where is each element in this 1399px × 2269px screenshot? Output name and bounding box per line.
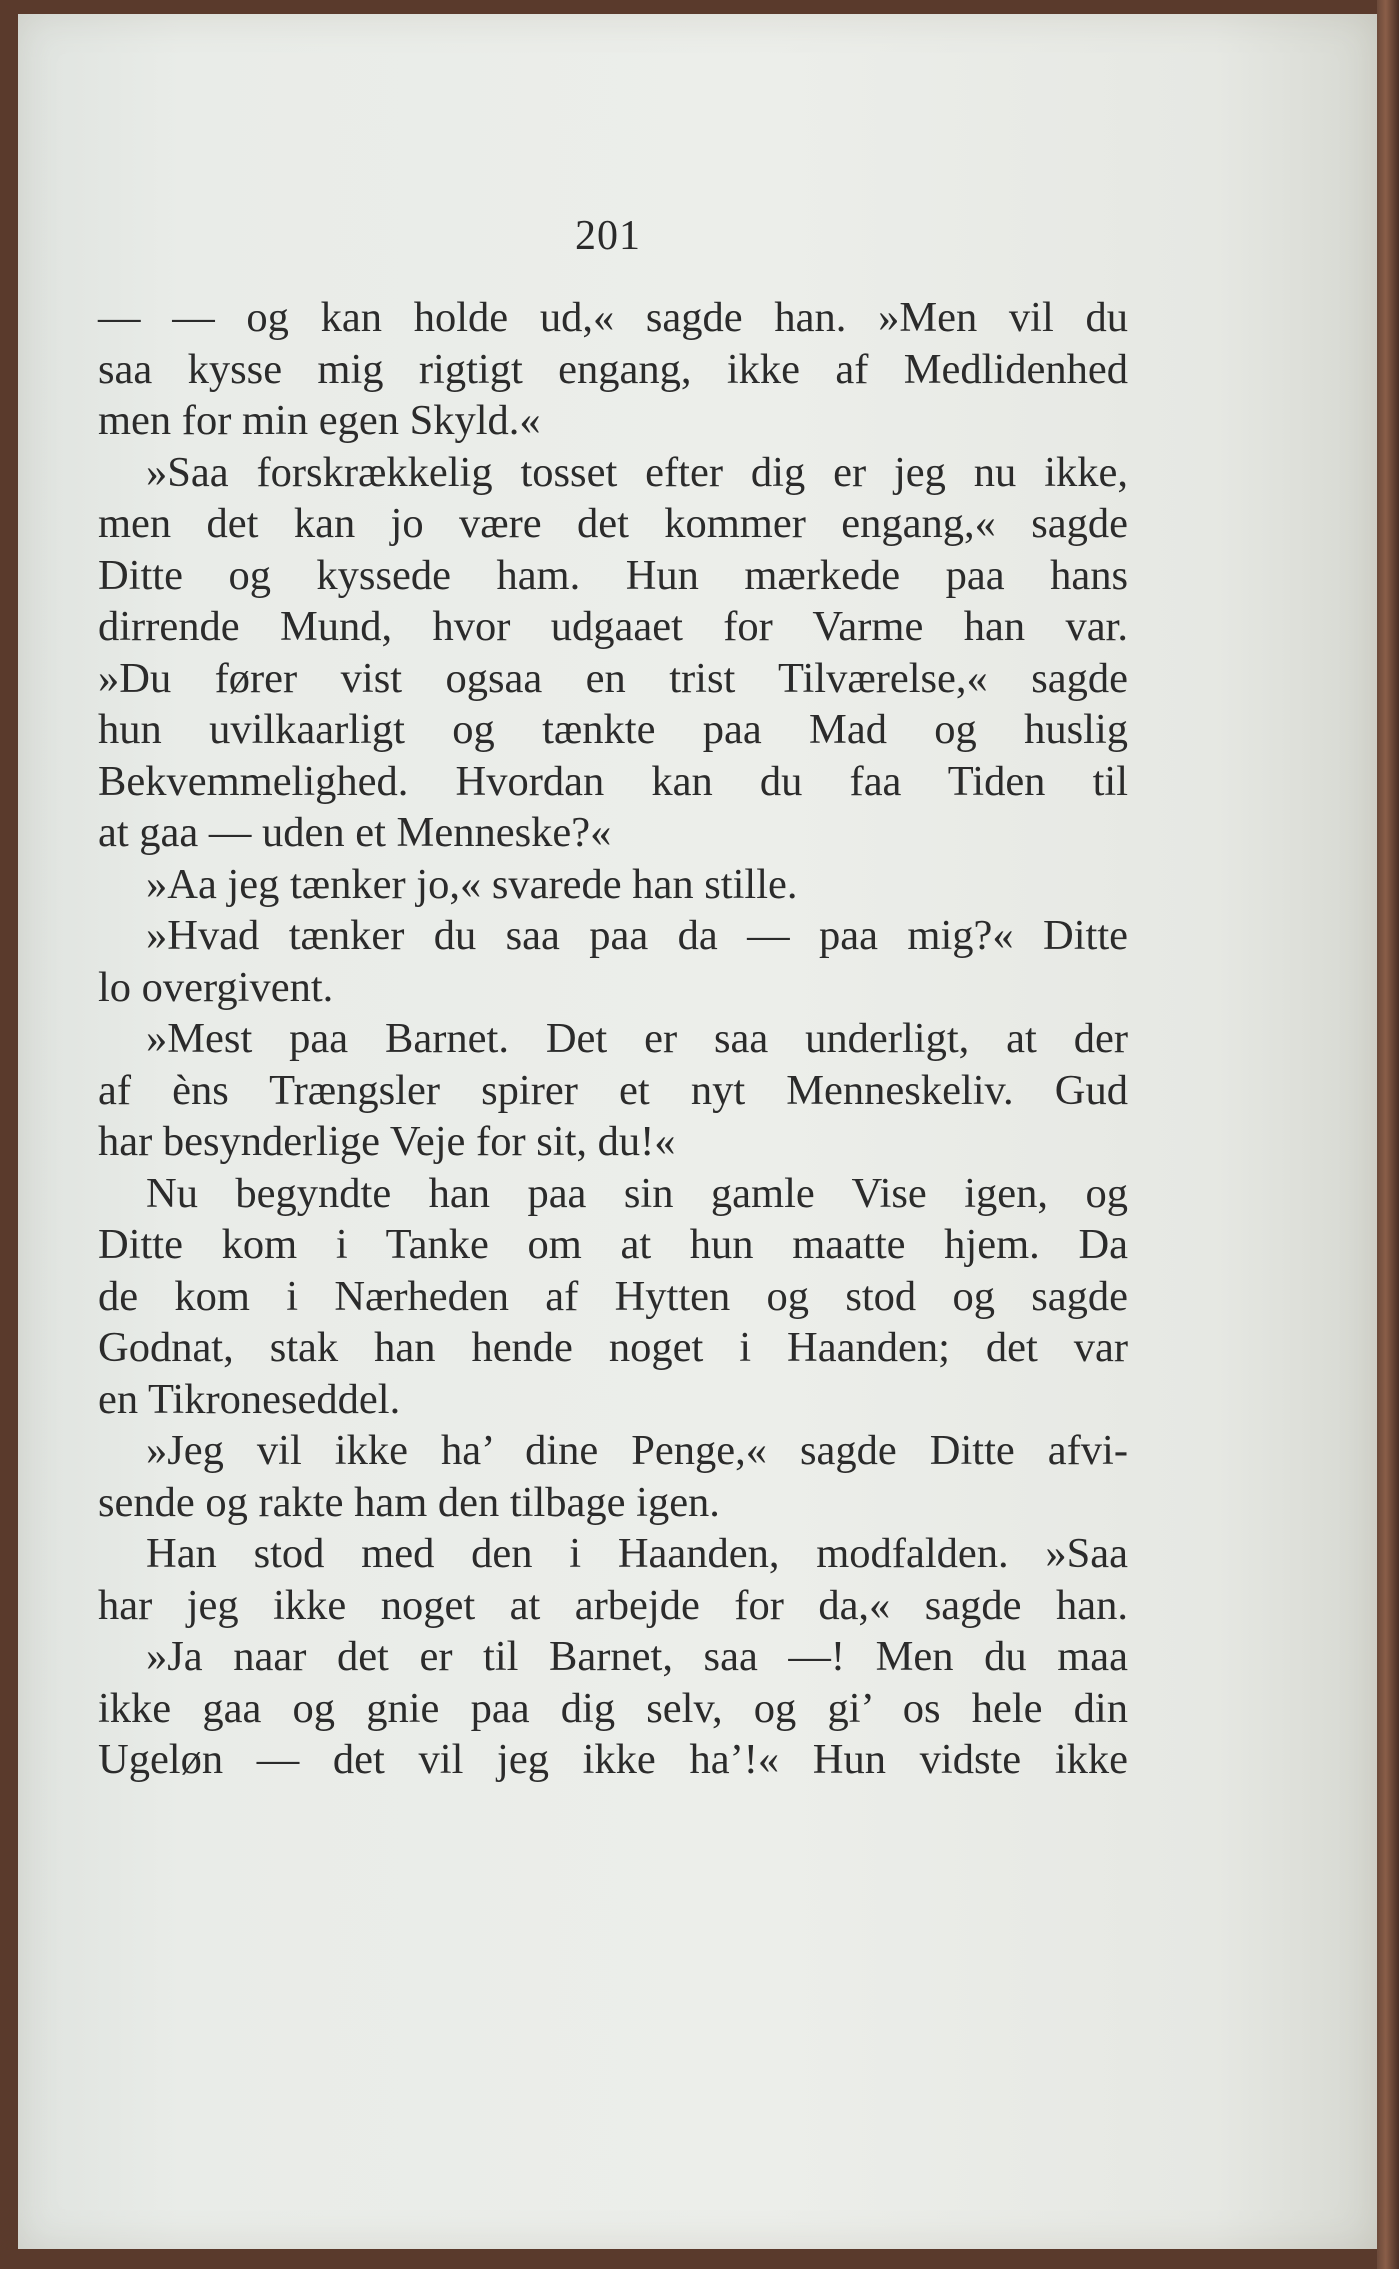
book-page — [18, 14, 1378, 2249]
text-line: en Tikroneseddel. — [98, 1375, 401, 1423]
book-spine-edge — [1377, 0, 1399, 2269]
body-text — [98, 292, 1128, 1786]
text-line: dirrende Mund, hvor udgaaet for Varme han var. — [98, 603, 1128, 650]
page-number: 201 — [575, 213, 641, 259]
text-line: har besynderlige Veje for sit, du!« — [98, 1118, 676, 1165]
text-line: Bekvemmelighed. Hvordan kan du faa Tiden til — [98, 757, 1128, 805]
text-line: »Du fører vist ogsaa en trist Tilværelse,« sagde — [98, 654, 1128, 702]
text-line: at gaa — uden et Menneske?« — [98, 809, 612, 856]
text-line: Han stod med den i Haanden, modfalden. »Saa — [146, 1530, 1128, 1577]
text-line: hun uvilkaarligt og tænkte paa Mad og huslig — [98, 706, 1128, 753]
text-line: ikke gaa og gnie paa dig selv, og gi’ os hele din — [98, 1684, 1128, 1732]
text-line: Ditte og kyssede ham. Hun mærkede paa hans — [98, 551, 1128, 599]
text-line: saa kysse mig rigtigt engang, ikke af Medlidenhed — [98, 345, 1128, 393]
text-line: »Jeg vil ikke ha’ dine Penge,« sagde Ditte afvi- — [146, 1427, 1128, 1474]
text-line: »Hvad tænker du saa paa da — paa mig?« Ditte — [146, 912, 1128, 959]
text-line: »Saa forskrækkelig tosset efter dig er jeg nu ikke, — [146, 448, 1128, 496]
text-line: »Ja naar det er til Barnet, saa —! Men du maa — [146, 1633, 1128, 1680]
text-line: lo overgivent. — [98, 963, 334, 1011]
text-line: har jeg ikke noget at arbejde for da,« sagde han. — [98, 1581, 1128, 1629]
text-line: Ugeløn — det vil jeg ikke ha’!« Hun vidste ikke — [98, 1736, 1128, 1783]
text-line: sende og rakte ham den tilbage igen. — [98, 1478, 720, 1526]
text-line: af èns Trængsler spirer et nyt Menneskeliv. Gud — [98, 1066, 1128, 1114]
text-line: Godnat, stak han hende noget i Haanden; det var — [98, 1324, 1128, 1371]
text-line: Ditte kom i Tanke om at hun maatte hjem. Da — [98, 1221, 1128, 1268]
text-line: men det kan jo være det kommer engang,« sagde — [98, 500, 1128, 547]
text-line: men for min egen Skyld.« — [98, 397, 541, 444]
text-line: — — og kan holde ud,« sagde han. »Men vil du — [98, 294, 1128, 341]
text-line: Nu begyndte han paa sin gamle Vise igen, og — [146, 1169, 1128, 1217]
text-line: »Mest paa Barnet. Det er saa underligt, at der — [146, 1015, 1128, 1062]
text-line: de kom i Nærheden af Hytten og stod og sagde — [98, 1272, 1128, 1320]
text-line: »Aa jeg tænker jo,« svarede han stille. — [146, 860, 798, 908]
